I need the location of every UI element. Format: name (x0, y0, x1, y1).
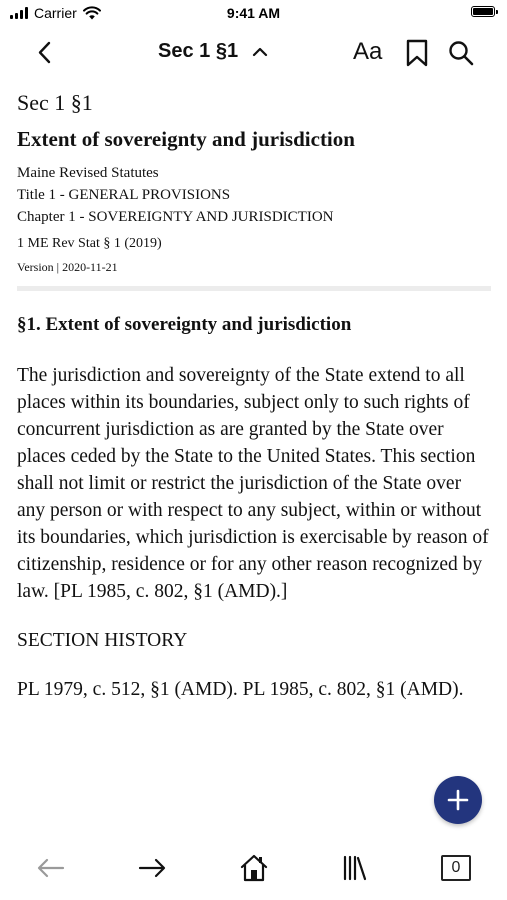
divider (17, 286, 491, 291)
section-body: The jurisdiction and sovereignty of the State extend to all places within its boundaries, subject only to such rights of concurrent jurisdiction as are granted by the State over places ceded by the State to the United States. This section shall not limit or restrict the jurisdiction of the State over any person or with respect to any subject, within or without its boundaries, which jurisdiction is exercisable by reason of citizenship, residence or for any other reason recognized by law. [PL 1985, c. 802, §1 (AMD).] (17, 365, 489, 602)
back-button[interactable] (30, 38, 60, 68)
status-bar (0, 0, 507, 28)
section-selector[interactable] (158, 40, 268, 63)
bookmark-button[interactable] (404, 38, 432, 68)
status-time: 9:41 AM (226, 5, 281, 21)
document-content (17, 88, 491, 703)
library-icon (339, 853, 369, 883)
history-title: SECTION HISTORY (17, 630, 188, 651)
version-label: Version | 2020-11-21 (17, 260, 118, 274)
search-button[interactable] (446, 38, 476, 68)
add-button[interactable] (434, 776, 482, 824)
bookmark-icon (404, 38, 432, 68)
citation: 1 ME Rev Stat § 1 (2019) (17, 236, 162, 251)
title-line: Title 1 - GENERAL PROVISIONS (17, 187, 231, 203)
tabs-count-icon: 0 (441, 855, 471, 881)
bottom-toolbar (0, 840, 507, 896)
nav-title: Sec 1 §1 (158, 40, 239, 62)
section-title: §1. Extent of sovereignty and jurisdiction (17, 314, 352, 335)
battery-icon (471, 6, 495, 17)
home-icon (239, 853, 269, 883)
arrow-left-icon (36, 857, 66, 879)
chapter-line: Chapter 1 - SOVEREIGNTY AND JURISDICTION (17, 209, 334, 225)
tabs-button[interactable] (438, 850, 474, 886)
history-back-button[interactable] (33, 850, 69, 886)
section-number: Sec 1 §1 (17, 90, 93, 115)
source-label: Maine Revised Statutes (17, 165, 159, 181)
arrow-right-icon (137, 857, 167, 879)
home-button[interactable] (236, 850, 272, 886)
chevron-left-icon (30, 38, 60, 68)
nav-bar (0, 30, 507, 76)
library-button[interactable] (336, 850, 372, 886)
carrier-label: Carrier (34, 5, 77, 21)
chevron-up-icon (252, 46, 268, 58)
text-size-button[interactable]: Aa (353, 38, 383, 65)
history-text: PL 1979, c. 512, §1 (AMD). PL 1985, c. 802, §1 (AMD). (17, 679, 464, 700)
plus-icon (446, 788, 470, 812)
history-forward-button[interactable] (134, 850, 170, 886)
search-icon (446, 38, 476, 68)
section-heading: Extent of sovereignty and jurisdiction (17, 127, 355, 151)
